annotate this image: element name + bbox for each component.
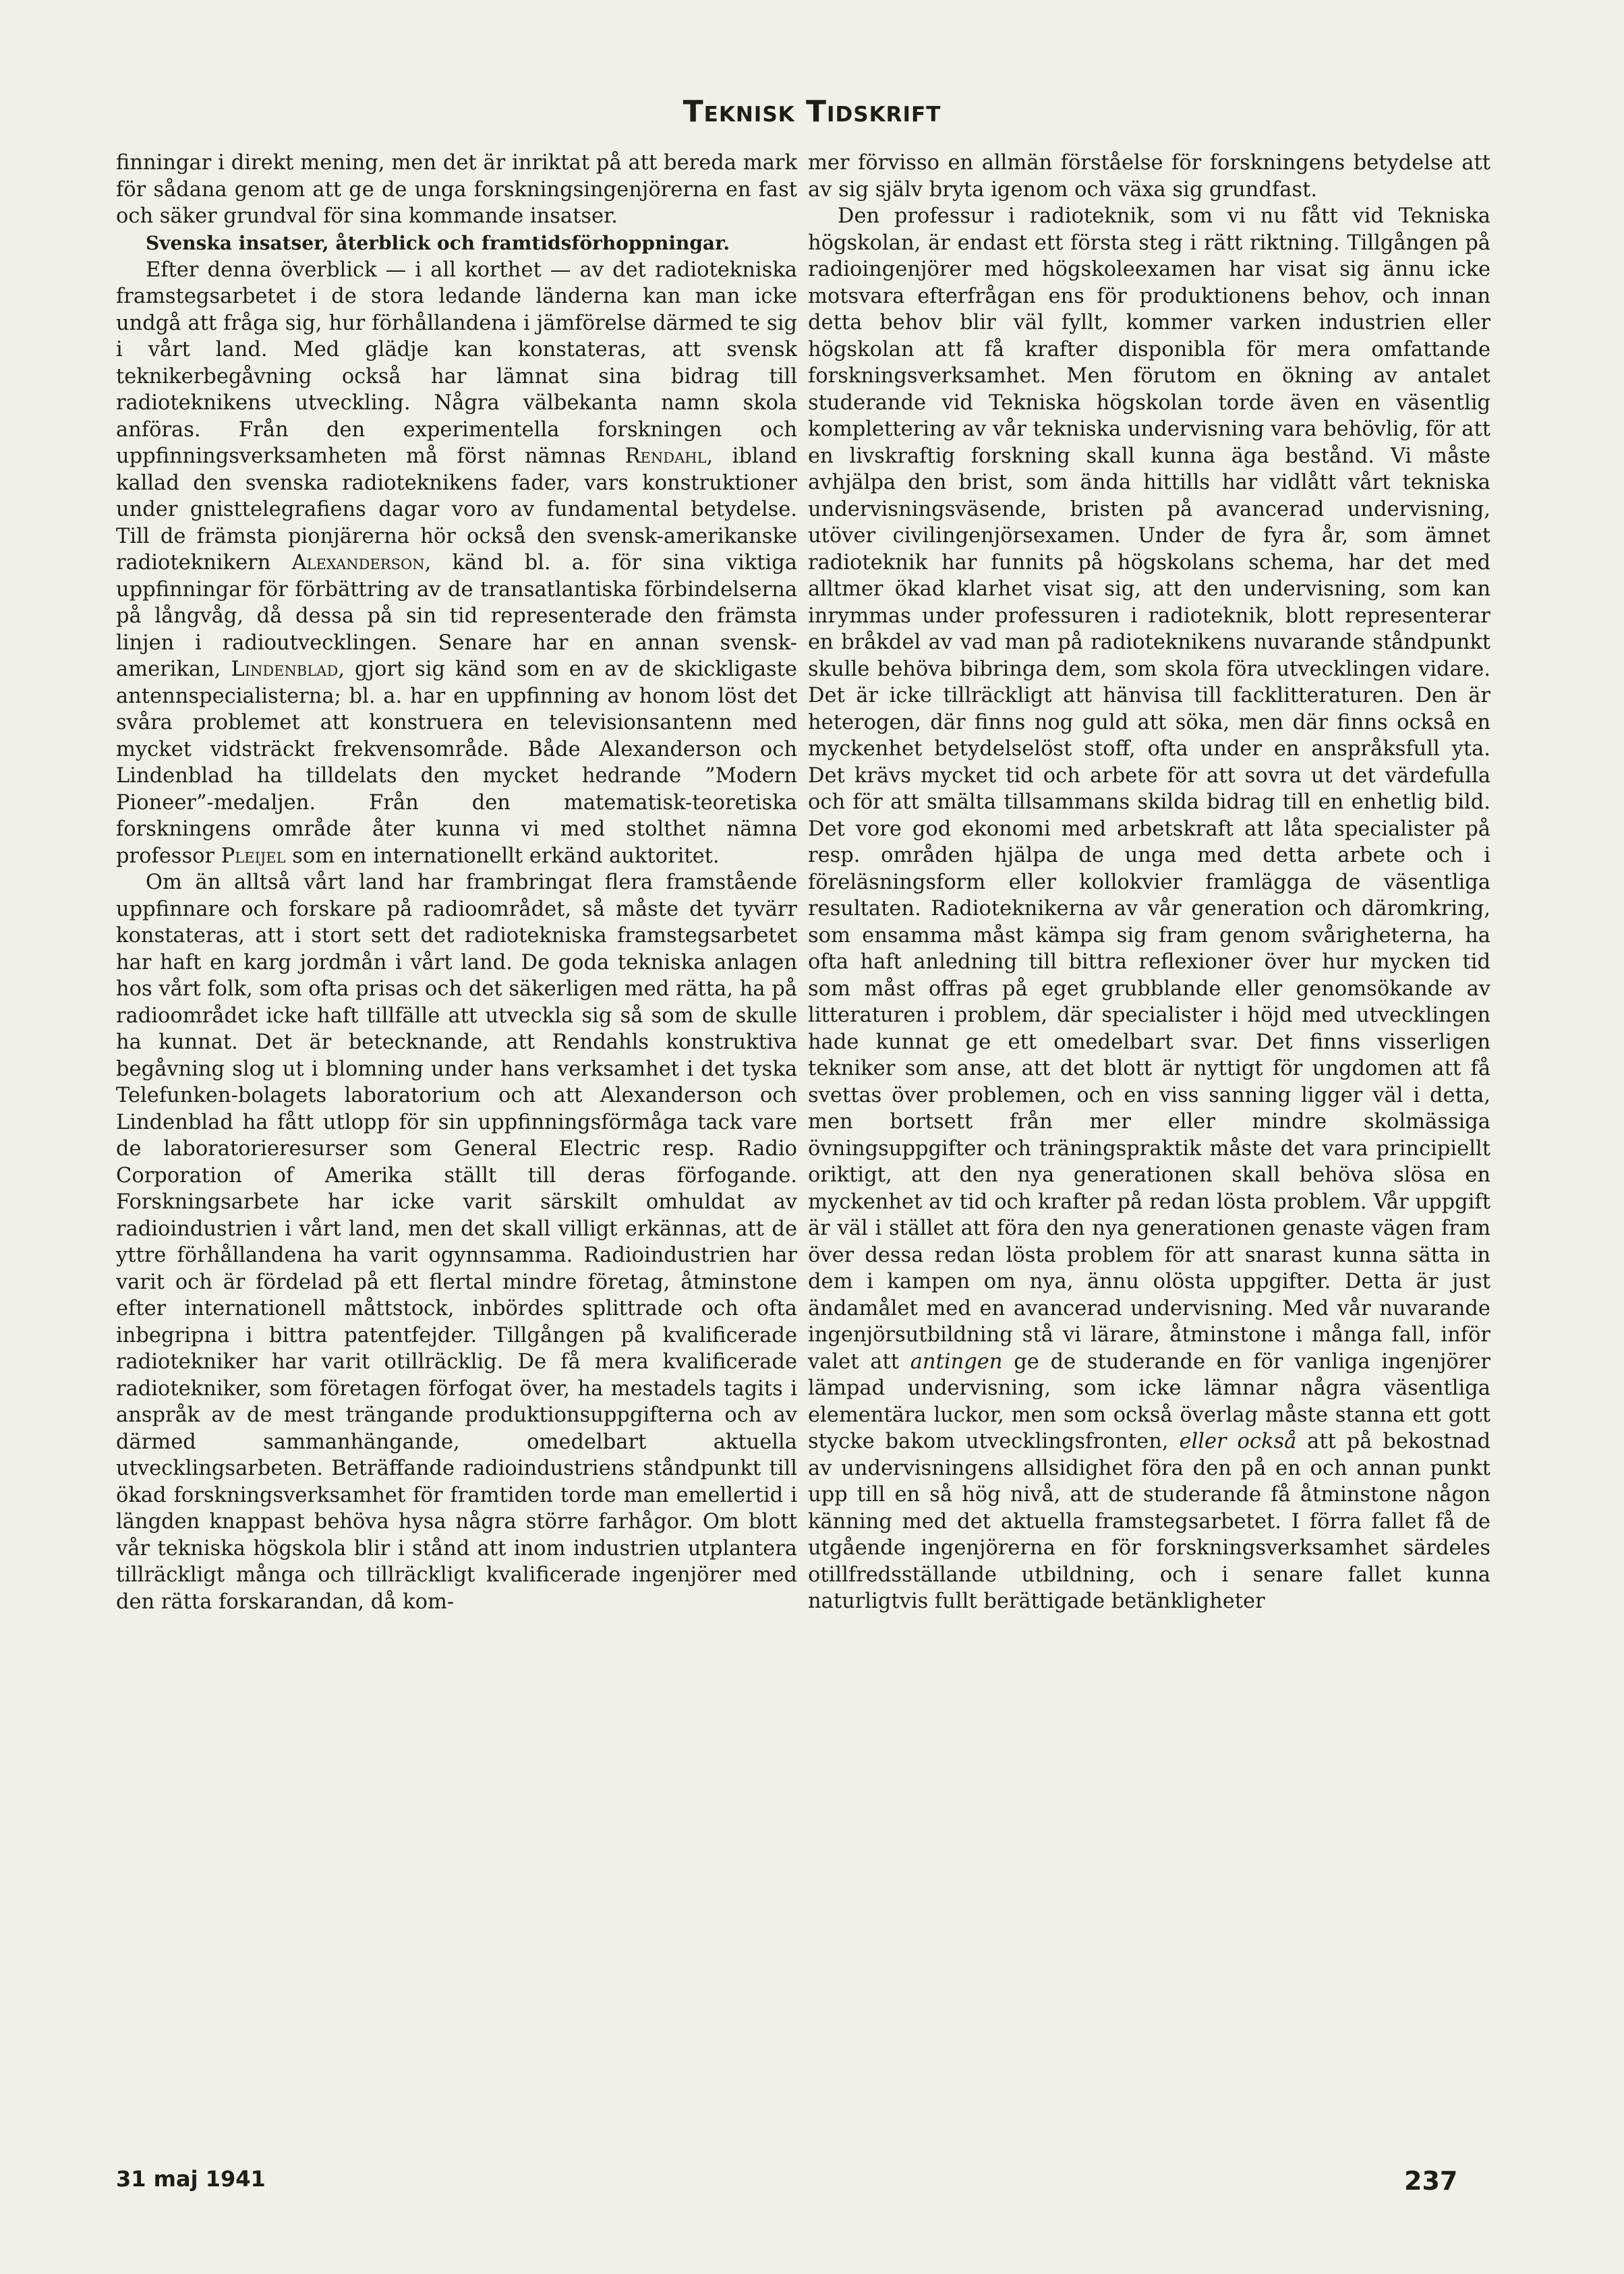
person-name: Alexanderson <box>291 551 425 575</box>
person-name: Rendahl <box>625 444 707 468</box>
person-name: Pleijel <box>221 844 286 868</box>
page-number: 237 <box>1404 2166 1458 2196</box>
journal-title: Teknisk Tidskrift <box>683 94 941 129</box>
paragraph: mer förvisso en allmän förståelse för forskningens betydelse att av sig själv bryta igenom och växa sig grundfast. <box>808 151 1490 202</box>
issue-date: 31 maj 1941 <box>116 2166 266 2192</box>
paragraph: Om än alltså vårt land har frambringat flera framstående uppfinnare och forskare på radioområdet, så måste det tyvärr konstateras, att i stort sett det radiotekniska framstegsarbetet har haft en karg jordmån i vårt land. De goda tekniska anlagen hos vårt folk, som ofta prisas och det säkerligen med rätta, ha på radioområdet icke haft tillfälle att utveckla sig så som de skulle ha kunnat. Det är betecknande, att Rendahls konstruktiva begåvning slog ut i blomning under hans verksamhet i det tyska Telefunken-bolagets laboratorium och att Alexanderson och Lindenblad ha fått utlopp för sin uppfinningsförmåga tack vare de laboratorieresurser som General Electric resp. Radio Corporation of Amerika ställt till deras förfogande. Forskningsarbete har icke varit särskilt omhuldat av radioindustrien i vårt land, men det skall villigt erkännas, att de yttre förhållandena ha varit ogynnsamma. Radioindustrien har varit och är fördelad på ett flertal mindre företag, åtminstone efter internationell måttstock, inbördes splittrade och ofta inbegripna i bittra patentfejder. Tillgången på kvalificerade radiotekniker har varit otillräcklig. De få mera kvalificerade radiotekniker, som företagen förfogat över, ha mestadels tagits i anspråk av de mest trängande produktionsuppgifterna och av därmed sammanhängande, omedelbart aktuella utvecklingsarbeten. Beträffande radioindustriens ståndpunkt till ökad forskningsverksamhet för framtiden torde man emellertid i längden knappast behöva hysa några större farhågor. Om blott vår tekniska högskola blir i stånd att inom industrien utplantera tillräckligt många och tillräckligt kvalificerade ingenjörer med den rätta forskarandan, då kom- <box>116 871 797 1614</box>
left-column <box>116 150 797 1615</box>
paragraph: finningar i direkt mening, men det är inriktat på att bereda mark för sådana genom att ge de unga forskningsingenjörerna en fast och säker grundval för sina kommande insatser. <box>116 151 797 228</box>
section-heading: Svenska insatser, återblick och framtidsförhoppningar. <box>146 231 730 254</box>
person-name: Lindenblad <box>231 658 339 681</box>
paragraph: Efter denna överblick — i all korthet — av det radiotekniska framstegsarbetet i de stora ledande länderna kan man icke undgå att fråga sig, hur förhållandena i jämförelse därmed te sig i vårt land. Med glädje kan konstateras, att svensk teknikerbegåvning också har lämnat sina bidrag till radioteknikens utveckling. Några välbekanta namn skola anföras. Från den experimentella forskningen och uppfinningsverksamheten må först nämnas Rendahl, ibland kallad den svenska radioteknikens fader, vars konstruktioner under gnisttelegrafiens dagar voro av fundamental betydelse. Till de främsta pionjärerna hör också den svensk-amerikanske radioteknikern Alexanderson, känd bl. a. för sina viktiga uppfinningar för förbättring av de transatlantiska förbindelserna på långvåg, då dessa på sin tid representerade den främsta linjen i radioutvecklingen. Senare har en annan svensk-amerikan, Lindenblad, gjort sig känd som en av de skickligaste antennspecialisterna; bl. a. har en uppfinning av honom löst det svåra problemet att konstruera en televisionsantenn med mycket vidsträckt frekvensområde. Både Alexanderson och Lindenblad ha tilldelats den mycket hedrande ”Modern Pioneer”-medaljen. Från den matematisk-teoretiska forskningens område åter kunna vi med stolthet nämna professor Pleijel som en internationellt erkänd auktoritet. <box>116 258 797 868</box>
emphasis: antingen <box>910 1349 1003 1374</box>
emphasis: eller också <box>1179 1430 1297 1453</box>
paragraph: Den professur i radioteknik, som vi nu fått vid Tekniska högskolan, är endast ett första steg i rätt riktning. Tillgången på radioingenjörer med högskoleexamen har visat sig ännu icke motsvara efterfrågan ens för produktionens behov, och innan detta behov blir väl fyllt, kommer varken industrien eller högskolan att få krafter disponibla för mera omfattande forskningsverksamhet. Men förutom en ökning av antalet studerande vid Tekniska högskolan torde även en väsentlig komplettering av vår tekniska undervisning vara behövlig, för att en livskraftig forskning skall kunna äga bestånd. Vi måste avhjälpa den brist, som ända hittills har vidlått vårt tekniska undervisningsväsende, bristen på avancerad undervisning, utöver civilingenjörsexamen. Under de fyra år, som ämnet radioteknik har funnits på högskolans schema, har det med alltmer ökad klarhet visat sig, att den undervisning, som kan inrymmas under professuren i radioteknik, blott representerar en bråkdel av vad man på radioteknikens nuvarande ståndpunkt skulle behöva bibringa dem, som skola föra utvecklingen vidare. Det är icke tillräckligt att hänvisa till facklitteraturen. Den är heterogen, där finns nog guld att söka, men där finns också en myckenhet betydelselöst stoff, ofta under en anspråksfull yta. Det krävs mycket tid och arbete för att sovra ut det värdefulla och för att smälta tillsammans skilda bidrag till en enhetlig bild. Det vore god ekonomi med arbetskraft att låta specialister på resp. områden hjälpa de unga med detta arbete och i föreläsningsform eller kollokvier framlägga de väsentliga resultaten. Radioteknikerna av vår generation och däromkring, som ensamma måst kämpa sig fram genom svårigheterna, ha ofta haft anledning till bittra reflexioner över hur mycken tid som måst offras på eget grubblande eller genomsökande av litteraturen i problem, där specialister i höjd med utvecklingen hade kunnat ge ett omedelbart svar. Det finns visserligen tekniker som anse, att det blott är nyttigt för ungdomen att få svettas över problemen, och en viss sanning ligger väl i detta, men bortsett från mer eller mindre skolmässiga övningsuppgifter och träningspraktik måste det vara principiellt oriktigt, att den nya generationen skall behöva slösa en myckenhet av tid och krafter på redan lösta problem. Vår uppgift är väl i stället att föra den nya generationen genaste vägen fram över dessa redan lösta problem för att snarast kunna sätta in dem i kampen om nya, ännu olösta uppgifter. Detta är just ändamålet med en avancerad undervisning. Med vår nuvarande ingenjörsutbildning stå vi lärare, åtminstone i många fall, inför valet att antingen ge de studerande en för vanliga ingenjörer lämpad undervisning, som icke lämnar några väsentliga elementära luckor, men som också överlag måste stanna ett gott stycke bakom utvecklingsfronten, eller också att på bekostnad av undervisningens allsidighet föra den på en och annan punkt upp till en så hög nivå, att de studerande få åtminstone någon känning med det aktuella framstegsarbetet. I förra fallet få de utgående ingenjörerna en för forskningsverksamhet särdeles otillfredsställande utbildning, och i senare fallet kunna naturligtvis fullt berättigade betänkligheter <box>808 204 1490 1613</box>
right-column <box>808 150 1490 1615</box>
